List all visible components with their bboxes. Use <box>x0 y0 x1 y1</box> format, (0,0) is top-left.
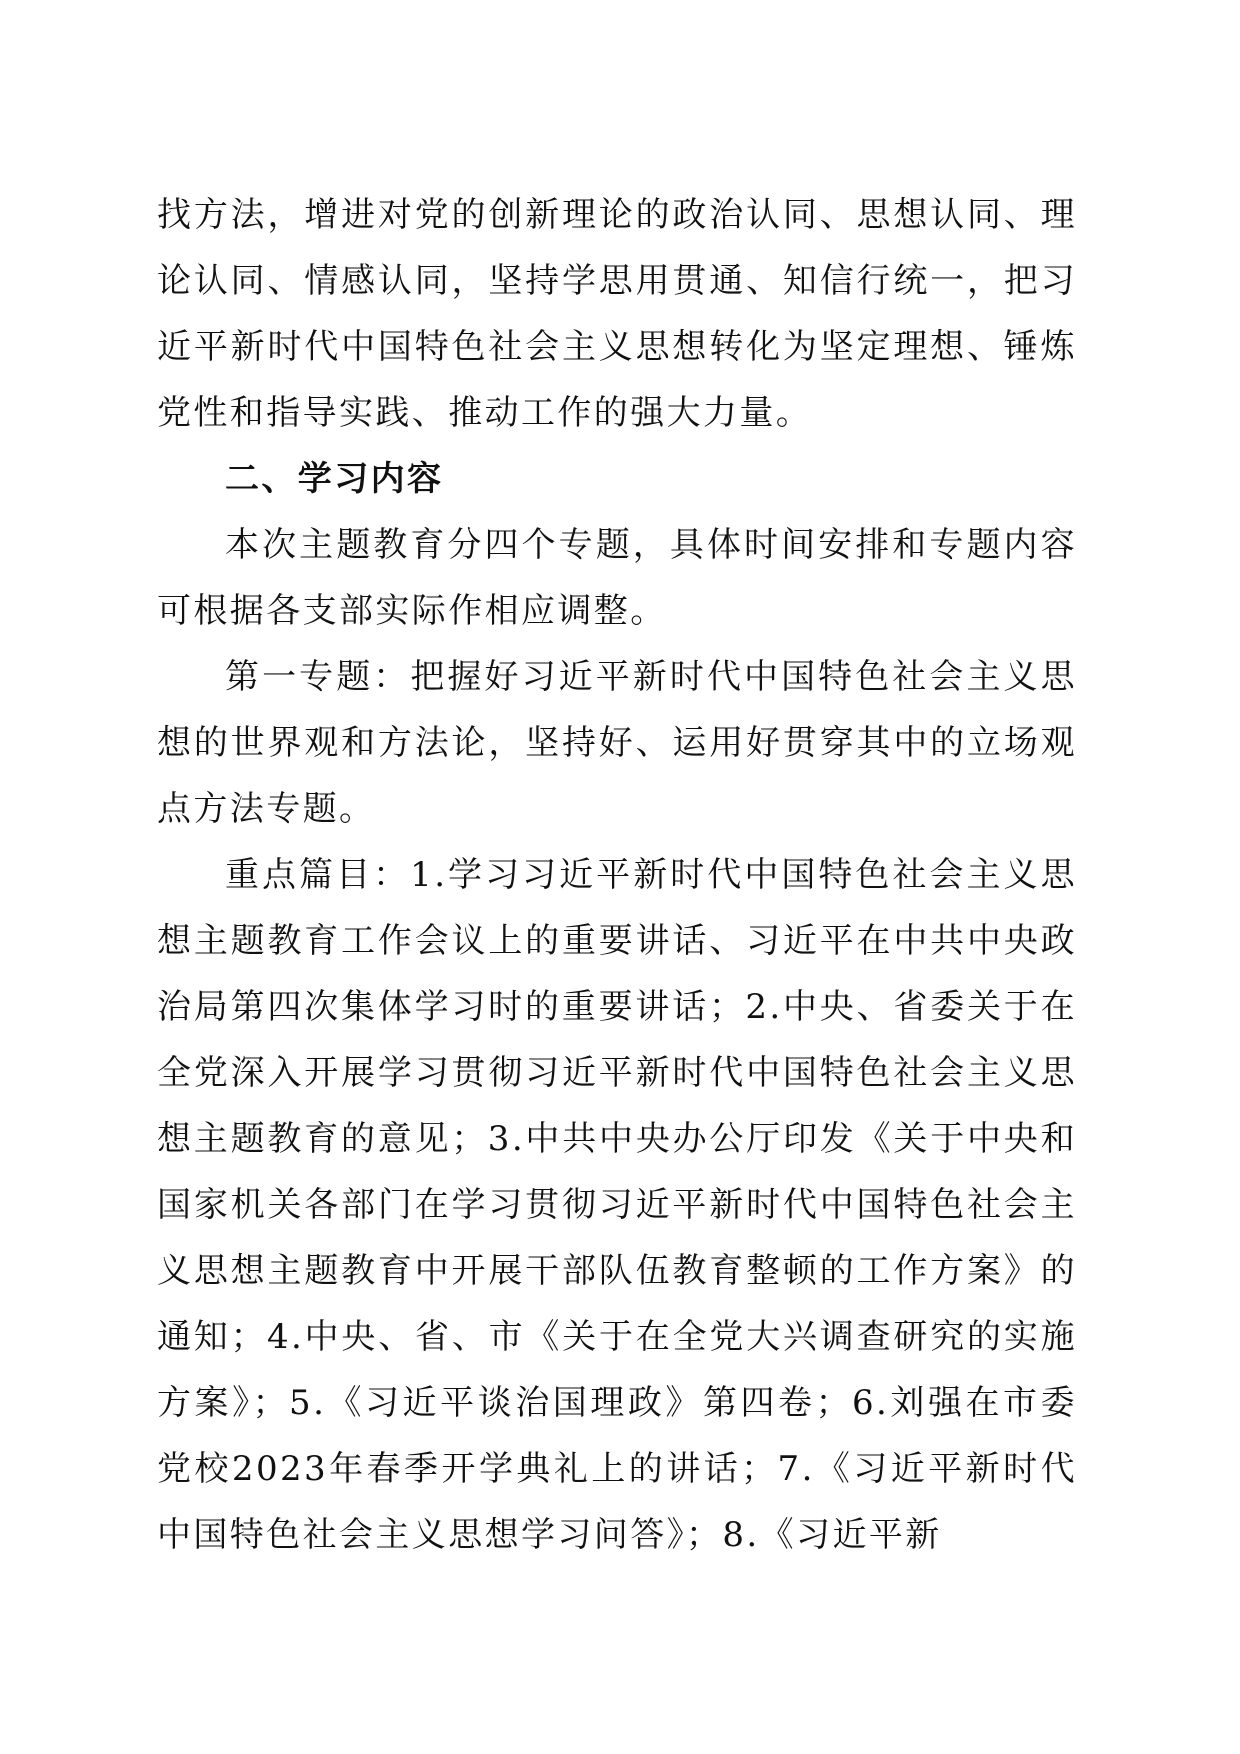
section-heading-study-content: 二、学习内容 <box>225 459 444 499</box>
document-body <box>157 182 1077 1568</box>
paragraph-first-topic: 第一专题：把握好习近平新时代中国特色社会主义思想的世界观和方法论，坚持好、运用好贯穿其中的立场观点方法专题。 <box>157 657 1077 829</box>
paragraph-key-readings: 重点篇目：1.学习习近平新时代中国特色社会主义思想主题教育工作会议上的重要讲话、习近平在中共中央政治局第四次集体学习时的重要讲话；2.中央、省委关于在全党深入开展学习贯彻习近平新时代中国特色社会主义思想主题教育的意见；3.中共中央办公厅印发《关于中央和国家机关各部门在学习贯彻习近平新时代中国特色社会主义思想主题教育中开展干部队伍教育整顿的工作方案》的通知；4.中央、省、市《关于在全党大兴调查研究的实施方案》；5.《习近平谈治国理政》第四卷；6.刘强在市委党校2023年春季开学典礼上的讲话；7.《习近平新时代中国特色社会主义思想学习问答》；8.《习近平新 <box>157 855 1077 1555</box>
paragraph-goal-continuation: 找方法，增进对党的创新理论的政治认同、思想认同、理论认同、情感认同，坚持学思用贯通、知信行统一，把习近平新时代中国特色社会主义思想转化为坚定理想、锤炼党性和指导实践、推动工作的强大力量。 <box>157 195 1077 433</box>
paragraph-topic-overview: 本次主题教育分四个专题，具体时间安排和专题内容可根据各支部实际作相应调整。 <box>157 525 1077 631</box>
